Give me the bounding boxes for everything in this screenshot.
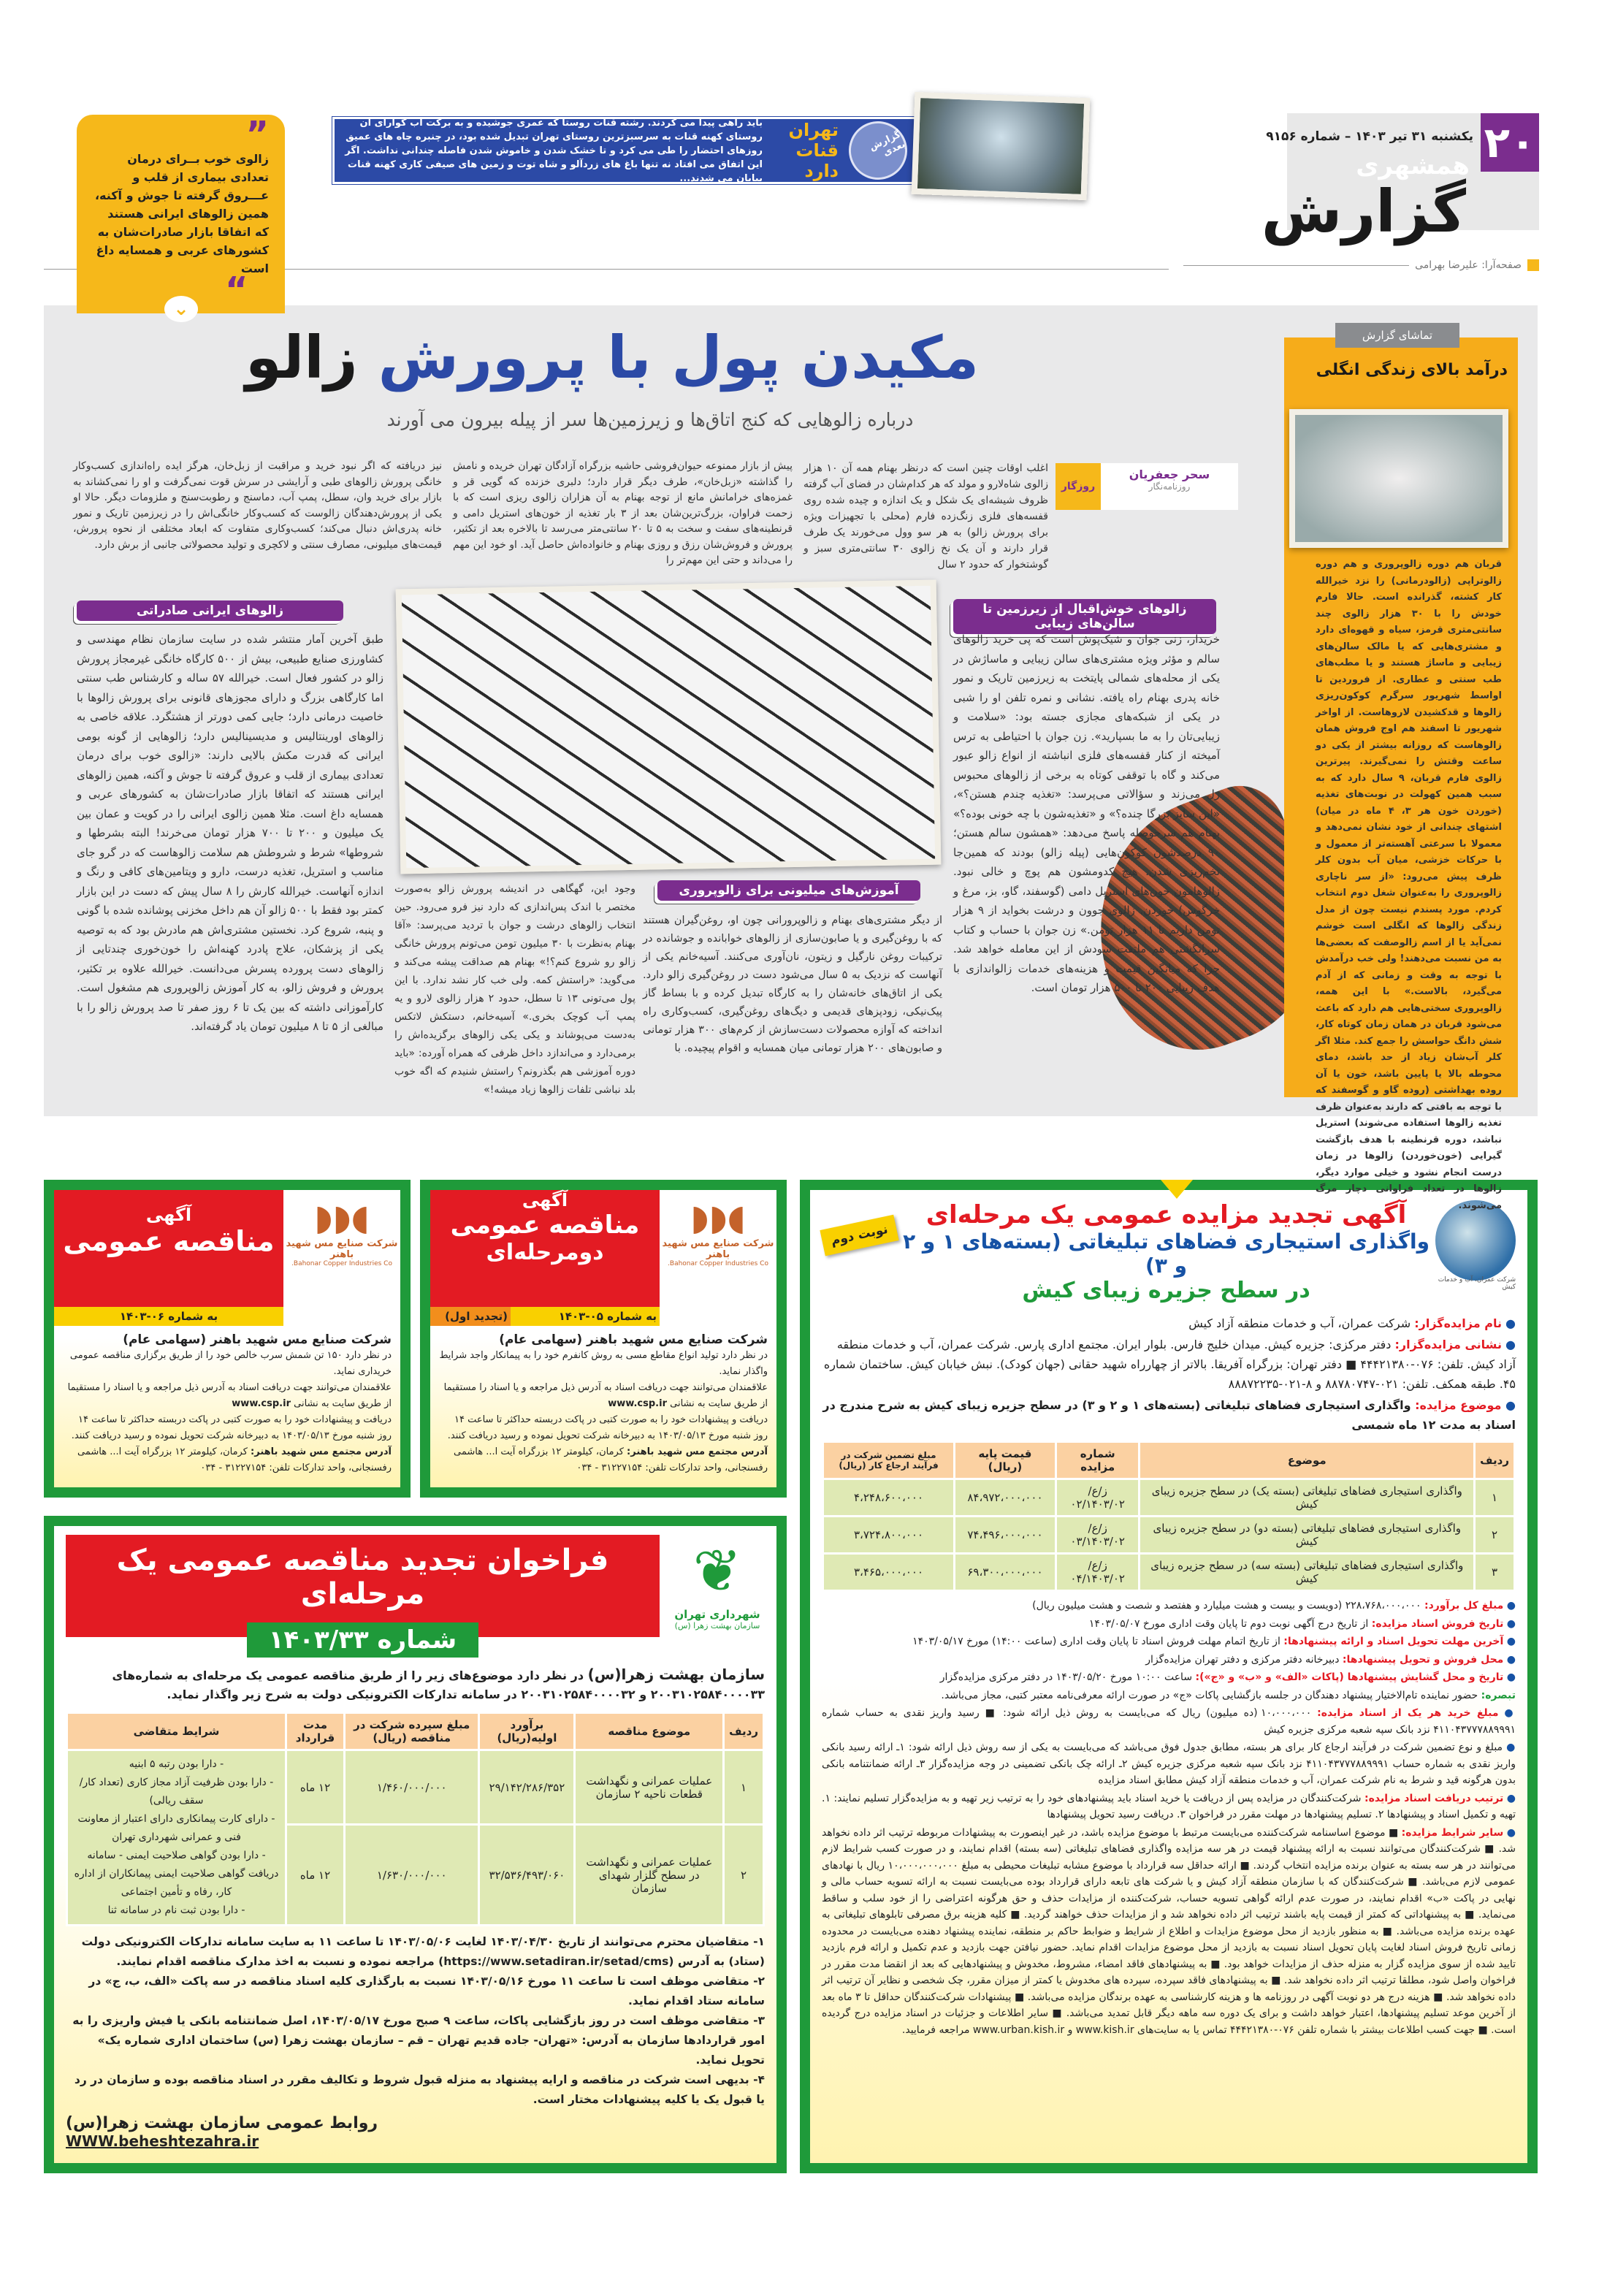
next-report-badge: گزارش بعدی [839,112,917,189]
ad-renewal: (تجدید اول) [430,1307,511,1326]
detail-text: از تاریخ اتمام مهلت فروش اسناد تا پایان وقت اداری (ساعت ۱۴:۰۰) مورخ ۱۴۰۳/۰۵/۱۷ [912,1636,1280,1647]
detail-label: محل فروش و تحویل پیشنهادها: [1342,1653,1504,1666]
bahonar-logo-icon: ◖◗◗ [314,1197,370,1238]
detail-text: ساعت ۱۰:۰۰ مورخ ۱۴۰۳/۰۵/۲۰ در دفتر مرکزی مزایده‌گزار [939,1671,1193,1683]
ad-body1: علاقمندان می‌توانند جهت دریافت اسناد به آدرس ذیل مراجعه و یا اسناد را مستقیما از طریق سایت به نشانی [443,1382,768,1409]
pull-quote [77,115,285,313]
logo-fa: شرکت صنایع مس شهید باهنر [286,1238,398,1260]
kish-item [822,1395,1516,1435]
kish-detail [822,1598,1516,1614]
ad-title-main: مناقصه عمومی [63,1225,275,1257]
ad-title-block [430,1190,660,1307]
layout-credit [1183,259,1539,271]
quote-close-icon: “ [225,270,248,310]
ad-desc: در نظر دارد تولید انواع مقاطع مسی به روش کانفرم خود را به پیمانکار واجد شرایط واگذار نماید. [439,1350,768,1377]
kish-detail [822,1705,1516,1738]
section-heading-beauty [953,599,1216,634]
note: ۳- متقاضی موظف است در روز بازگشایی پاکات، ساعت ۹ صبح مورخ ۱۴۰۳/۰۵/۱۷، اصل ضمانتنامه بانکی یا فیش واریزی را به امور قراردادها سازمان به آدرس: «تهران- جاده قدیم تهران – قم – سازمان بهشت زهرا (س) ساختمان اداری شماره یک» تحویل نماید. [72,2014,765,2067]
logo-line1: شهرداری تهران [674,1608,760,1621]
ad-body2: دریافت و پیشنهادات خود را به صورت کتبی در پاکت دربسته حداکثر تا ساعت ۱۴ روز شنبه مورخ ۱۴۰۳/۰۵/۱۳ به دبیرخانه شرکت تحویل نموده و رسید دریافت کنند. [71,1414,392,1441]
table-row [823,1517,1515,1554]
intro-col-2: پیش از بازار ممنوعه حیوان‌فروشی حاشیه بزرگراه آزادگان تهران خریده و نامش را گذاشته «زبل‌خان»، طرف دیگر قرار دارد؛ دلبری خزنده که گویی قر و غمزه‌های خرامانش مانع از توجه بهنام به آن هزاران زالوی ریزی است که با زحمت فراوان، بزرگ‌ترین‌شان بعد از ۳ بار تغذیه از خون‌های استریل دامی و قرنطینه‌های سفت و سخت به ۵ تا ۲۰ سانتی‌متر می‌رسد تا بالاخره بعد از تکثیر، پرورش و فروش‌شان رزق و روزی بهنام و خانواده‌اش حاصل آید. او خود این مهم را می‌داند و حتی این مهم‌تر را [453,460,793,566]
section-heading-text: زالوهای ایرانی صادراتی [77,600,343,621]
cell: ۳۲/۵۳۶/۴۹۳/۰۶۰ [479,1825,575,1926]
cell: ۴،۲۴۸،۶۰۰،۰۰۰ [823,1479,955,1517]
table-row [823,1479,1515,1517]
kish-item [822,1313,1516,1333]
cell: ۲۹/۱۴۲/۲۸۶/۳۵۲ [479,1750,575,1825]
ad-company: شرکت صنایع مس شهید باهنر (سهامی عام) [123,1332,392,1347]
tehran-municipality-logo [670,1535,765,1658]
item-label: نشانی مزایده‌گزار: [1394,1338,1502,1351]
col-header: موضوع مناقصه [575,1713,724,1750]
ad-addr-label: آدرس مجتمع مس شهید باهنر: [627,1446,768,1457]
ad-bahonar-two-stage [420,1180,787,1498]
col-header: مدت قرارداد [286,1713,345,1750]
ad-site-link[interactable]: www.csp.ir [232,1398,291,1409]
section-heading-text: زالوهای خوش‌اقبال از زیرزمین تا سالن‌های زیبایی [953,599,1216,634]
triangle-marker-icon [1161,1180,1193,1199]
page-number: ۲۰ [1481,113,1539,172]
kish-detail [822,1616,1516,1633]
section-training-cont: وجود این، گهگاهی در اندیشه پرورش زالو به‌صورت مختصر با اندک پس‌اندازی که دارد نیز فرو می‌رود. حین انتخاب زالوهای درشت و جوان با تردید می‌پرسد: «آقا بهنام به‌نظرت با ۳۰ میلیون تومن می‌تونم پرورش خانگی زالو رو شروع کنم؟!» بهنام هم صداقت پیشه می‌کند و می‌گوید: «راستش کمه. ولی خب کار نشد ندارد. با این پول می‌تونی ۱۳ تا سطل، حدود ۲ هزار زالوی لارو و یه پمپ آب کوچک بخری.» آسیه‌خانم، دستکش لاتکس به‌دست می‌پوشاند و یکی یکی زالوهای برگزیده‌اش را برمی‌دارد و می‌اندازد داخل ظرفی که همراه آورده: «باید دوره آموزشی هم بگذرونم؟ راستش شنیدم که اگه خوب بلد نباشی تلفات زالوها زیاد میشه!» [394,883,635,1096]
leech-on-hand-photo [1289,409,1508,548]
ad-behesht-zahra [44,1516,787,2173]
kish-item [822,1335,1516,1394]
cell: ۳ [1475,1554,1515,1591]
author-name: سحر جعفریان [1129,468,1210,481]
cell: ۸۴،۹۷۲،۰۰۰،۰۰۰ [955,1479,1056,1517]
table-header-row [67,1713,764,1750]
ad-addr-label: آدرس مجتمع مس شهید باهنر: [251,1446,392,1457]
col-header: مبلغ سپرده شرکت در مناقصه (ریال) [345,1713,479,1750]
section-training-text: از دیگر مشتری‌های بهنام و زالوپرورانی چون او، روغن‌گیران هستند که با روغن‌گیری و یا صابون‌سازی از زالوهای خوابانده و جوشانده در ترکیبات روغن نارگیل و زیتون، نان‌آوری می‌کنند. آسیه‌خانم یکی از آنهاست که نزدیک به ۵ سال می‌شود دست در روغن‌گیری زالو دارد. یکی از اتاق‌های خانه‌شان را به کارگاه تبدیل کرده و با بساط گاز پیک‌نیکی، زودپزهای قدیمی و دیگ‌های روغن‌گیری، کسب‌وکاری راه انداخته که آوازه محصولات دست‌سازش از کرم‌های ۳۰۰ هزار تومانی و صابون‌های ۲۰۰ هزار تومانی میان همسایه و اقوام پیچیده. با [643,915,942,1054]
detail-text: حضور نماینده تام‌الاختیار پیشنهاد دهندگان در جلسه بازگشایی پاکات «ج» در صورت ارائه معرفی‌نامه معتبر کتبی، مجاز می‌باشد. [941,1689,1478,1701]
section-heading-training [657,880,920,901]
section-beauty-text: خریدار، زنی جوان و شیک‌پوش است که پی خرید زالوهای سالم و مؤثر ویژه مشتری‌های سالن زیبایی و ماساژش در یکی از محله‌های شمالی پایتخت به زیرزمین تاریک و نمور خانه پدری بهنام راه یافته. نشانی و نمره تلفن او را شبی در یکی از شبکه‌های مجازی جسته بود: «سلامت و زیبایی‌تان را به ما بسپارید». زن جوان با احتیاطی به ترس آمیخته از کنار قفسه‌های فلزی انباشته از انواع زالو عبور می‌کند و گاه با توقفی کوتاه به برخی از زالوهای محبوس زل می‌زند و سؤالاتی می‌پرسد: «تغذیه چندم هستن؟»، «این سایز بزرگا چنده؟» و «تغذیه‌شون با چه خونی بوده؟» بهنام هم سرحوصله پاسخ می‌دهد: «همشون سالم هستن؛ ۹۰ درصدشون کوکون‌هایی (پیله زالو) بودند که همین‌جا تخم‌ریزی شدن. هیچ کدومشون هم پوچ و خالی نبود. زالوهامون خون‌های استریل دامی (گوسفند، گاو، بز، مرغ و خرگوش) خوردن. زالوی جوون و درشت بخواید از ۹ هزار تومن داریم تا ۱۱ هزار تومن.» زن جوان با حساب و کتاب سرانگشتی هم ملتفت سودش از این معامله خواهد شد. چرا که میانگین قیمت و هزینه‌های خدمات زالواندازی با هدف زیبایی ۲۰۰ تا ۵۰۰ هزار تومان است. [953,633,1220,994]
kish-detail [822,1633,1516,1650]
org-name: سازمان بهشت زهرا(س) [587,1666,765,1683]
condition: - دارا بودن رتبه ۵ ابنیه [129,1758,224,1770]
website-link[interactable]: WWW.beheshtezahra.ir [66,2132,259,2150]
col-header: ردیف [724,1713,764,1750]
quote-text: زالوی خوب بــرای درمان تعدادی بیماری از قلب و عـــروق گرفته تا جوش و آکنه، همین زالوهای ایرانی هستند که اتفاقا بازار صادرات‌شان به کشورهای عربی و همسایه داغ است [94,152,269,275]
ad-title2: واگذاری استیجاری فضاهای تبلیغاتی (بسته‌های ۱ و ۲ و ۳) [903,1229,1430,1278]
note: ۲- متقاضی موظف است تا ساعت ۱۱ مورخ ۱۴۰۳/۰۵/۱۶ نسبت به بارگذاری کلیه اسناد مناقصه در سه پاکت «الف، ب، ج» در سامانه ستاد اقدام نماید. [88,1975,765,2007]
title-black: زالو [245,324,358,392]
ad-title: فراخوان تجدید مناقصه عمومی یک مرحله‌ای [66,1535,660,1637]
ad-number: به شماره ۰۶-۱۴۰۳ [54,1307,283,1326]
ad-title-main: مناقصه عمومی [450,1210,640,1240]
detail-label: ترتیب دریافت اسناد مزایده: [1364,1792,1504,1804]
ad-title-sub: دومرحله‌ای [486,1240,604,1265]
auction-table [822,1441,1516,1592]
byline [1056,463,1238,510]
teaser-photo-hands-water [912,92,1091,200]
leeches-in-tray-photo [396,580,942,874]
next-report-teaser[interactable] [332,117,917,184]
detail-label: تاریخ فروش اسناد مزایده: [1371,1617,1504,1630]
condition: - دارا بودن گواهی صلاحیت ایمنی - سامانه دریافت گواهی صلاحیت ایمنی پیمانکاران از اداره کار، رفاه و تأمین اجتماعی [74,1850,279,1898]
ad-company: شرکت صنایع مس شهید باهنر (سهامی عام) [499,1332,768,1347]
ad-number: شماره ۱۴۰۳/۳۳ [247,1622,478,1658]
cell: واگذاری استیجاری فضاهای تبلیغاتی (بسته دو) در سطح جزیره زیبای کیش [1140,1517,1475,1554]
ad-bahonar-tender [44,1180,411,1498]
conditions-cell [67,1750,286,1926]
ad-title-top: آگهی [145,1205,192,1225]
cell: ۱۲ ماه [286,1750,345,1825]
signature: روابط عمومی سازمان بهشت زهرا(س) [66,2114,378,2132]
credit-marker-icon [1527,259,1539,271]
item-text: شرکت عمران، آب و خدمات منطقه آزاد کیش [1188,1316,1411,1330]
section-export-text: طبق آخرین آمار منتشر شده در سایت سازمان نظام مهندسی و کشاورزی صنایع طبیعی، بیش از ۵۰۰ کارگاه خانگی غیرمجاز پرورش زالو در کشور فعال است. خیرالله ۵۷ ساله و کارشناس طب سنتی اما کارگاهی بزرگ و دارای مجوزهای قانونی برای پرورش زالوها با خاصیت درمانی دارد؛ جایی کمی دورتر از هشتگرد. علاقه خاصی به زالوهای اورینتالیس و مدیسینالیس دارد؛ زالوهایی از گونه بومی ایرانی که قدرت مکش بالایی دارند: «زالوی خوب برای درمان تعدادی بیماری از قلب و عروق گرفته تا جوش و آکنه، همین زالوهای ایرانی هستند که اتفاقا بازار صادرات‌شان به کشورهای عربی و همسایه داغ است. مثلا همین زالوی ایرانی را در کویت و عمان بین یک میلیون و ۲۰۰ تا ۷۰۰ هزار تومان می‌خرند! البته بشرطها و شروطها» شرط و شروطش هم سلامت زالوهاست که در گرو جای مناسب و استریل، تغذیه درست، دارو و ویتامین‌های کافی و رنگ و اندازه آنهاست. خیرالله کارش را ۸ سال پیش که دست در این بازار کمتر بود فقط با ۵۰۰ زالو آن هم داخل مخزنی پوشانده شده با گونی و پنبه، شروع کرد. نخستین مشتری‌اش هم مادرش بود که به توصیه یکی از پزشکان، علاج پادرد کهنه‌اش را خون‌خوری چندتایی از زالوهای دست پرورده پسرش می‌دانست. خیرالله علاوه بر تکثیر، پرورش و فروش زالو، به کار آموزش زالوپروری هم مشغول است. کارآموزانی داشته که بین یک تا ۶ روز صفر تا صد پرورش زالو را با مبالغی از ۵ تا ۸ میلیون تومان یاد گرفته‌اند. [77,633,384,1033]
cell: ز/ع/۰۲/۱۴۰۳/۰۲ [1056,1479,1140,1517]
cell: ۶۹،۳۰۰،۰۰۰،۰۰۰ [955,1554,1056,1591]
ad-body2: دریافت و پیشنهادات خود را به صورت کتبی در پاکت دربسته حداکثر تا ساعت ۱۴ روز شنبه مورخ ۱۴۰۳/۰۵/۱۳ به دبیرخانه شرکت تحویل نموده و رسید دریافت کنند. [447,1414,768,1441]
detail-text: دبیرخانه دفتر مرکزی و دفتر تهران مزایده‌گزار [1145,1653,1340,1666]
kish-detail [822,1790,1516,1823]
teaser-text: باید راهی پیدا می کردند. رشته قنات روستا که عمری جوشیده و به برکت آب گوارای آن روستای کهنه قنات به سرسبزترین روستای تهران تبدیل شده بود، در چنبره چاه های عمیق روزهای احتضار را طی می کرد و تا خشک شدن و خاموش شدن فاصله چندانی نداشت. اگر این اتفاق می افتاد نه تنها باغ های زردآلو و شاه توت و زمین های صیفی کاری کهنه قنات بیابان می شدند... [345,117,763,184]
item-text: واگذاری استیجاری فضاهای تبلیغاتی (بسته‌های ۱ و ۲ و ۳) در سطح جزیره زیبای کیش به شرح مندرج در اسناد به مدت ۱۲ ماه شمسی [822,1398,1516,1432]
author-box [1101,463,1238,510]
sidebar-text: قربان هم دوره زالوپروری و هم دوره زالوتراپی (زالودرمانی) را نزد خیرالله کار کشته، گذرانده است. حالا فارم خودش را با ۳۰ هزار زالوی چند سانتی‌متری قرمز، سیاه و قهوه‌ای دارد و مشتری‌هایی که یا مالک سالن‌های زیبایی و ماساژ هستند و یا مطب‌های طب سنتی و عطاری. از فروردین تا اواسط شهریور سرگرم کوکون‌ریزی زالوها و قدکشیدن لاروهاست. از اواخر شهریور تا اسفند هم اوج فروش همان زالوهاست که روزانه بیشتر از یکی دو ساعت وقتش را نمی‌گیرند. پیرترین زالوی فارم قربان، ۹ سال دارد که به سبب همین کهولت در نوبت‌های تغذیه (خوردن خون هر ۳، ۴ ماه در میان) اشتهای چندانی از خود نشان نمی‌دهد و معمولا با سرعتی آهسته‌تر از معمول و با حرکات خزشی، میان آب بدون کلر ظرف پیش می‌رود: «از سر ناچاری زالوپروری را به‌عنوان شغل دوم انتخاب کردم. مورد پسندم نیست چون از مدل زندگی زالوها که انگلی است خوشم نمی‌آید یا از اسم زالوصفت که بعضی‌ها به من نسبت می‌دهند! ولی خب درآمدش با توجه به وقت و زمانی که از آدم می‌گیرد، بالاست.» با این همه، زالوپروری سختی‌هایی هم دارد که باعث می‌شود قربان در همان زمان کوتاه کار، شش دانگ حواسش را جمع کند. مثلا اگر کلر آب‌شان زیاد از حد باشد، دمای محوطه بالا یا پایین باشد، خون یا آن روده بهداشتی (روده گاو و گوسفند که با توجه به بافتی که دارند به‌عنوان ظرف تغذیه زالوها استفاده می‌شوند) استریل نباشد، دوره قرنطینه با هدف بازگشت گیرایی (خون‌خوردن) زالوها در زمان درست انجام نشود و خیلی موارد دیگر، زالوها در تعداد فراوانی دچار مرگ می‌شوند. [1316,559,1502,1211]
col-header: شرایط متقاضی [67,1713,286,1750]
detail-label: مبلغ کل برآورد: [1424,1600,1504,1612]
section-heading-export [77,600,343,621]
tulip-logo-icon: ❦ [692,1537,742,1605]
article-subtitle: درباره زالوهایی که کنج اتاق‌ها و زیرزمین‌ها سر از پیله بیرون می آورند [386,409,914,430]
title-blue: مکیدن پول با پرورش [378,324,979,392]
kish-detail [822,1669,1516,1686]
col-header: برآورد اولیه(ریال) [479,1713,575,1750]
condition: - دارا بودن ظرفیت آزاد مجاز کاری (تعداد کار/ سقف ریالی) [79,1777,274,1807]
author-role: روزنامه‌نگار [1148,481,1191,492]
cell: ۱ [724,1750,764,1825]
detail-label: آخرین مهلت تحویل اسناد و ارائه پیشنهادها: [1283,1636,1504,1647]
intro-col-3: نیز دریافته که اگر نبود خرید و مراقبت از زبل‌خان، هرگز ایده راه‌اندازی کسب‌وکار خانگی پرورش زالوهای طبی و آرایشی در سرش قوت نمی‌گرفت و او را نمی‌کشاند به بازار برای خرید وان، سطل، پمپ آب، دماسنج و رطوبت‌سنج و ملزومات دیگر. حالا او یکی از پرورش‌دهندگان زالوست که کسب‌وکار خانگی‌اش را در زیرزمین تاریک و نمور خانه پدری‌اش دنبال می‌کند؛ کسب‌وکاری متفاوت که ابعاد مختلفی از نحوه پرورش، قیمت‌های میلیونی، مصارف سنتی و لاکچری و تولید محصولاتی جانبی از برش دارد. [73,460,442,551]
cell: ۲ [724,1825,764,1926]
note: ۱- متقاضیان محترم می‌توانند از تاریخ ۱۴۰۳/۰۴/۳۰ لغایت ۱۴۰۳/۰۵/۰۶ تا ساعت ۱۱ به سایت سامانه تدارکات الکترونیکی دولت (ستاد) به آدرس (https://www.setadiran.ir/setad/cms) مراجعه نموده و نسبت به اخذ مدارک مناقصه اقدام نمایند. [81,1935,765,1968]
sidebar-title: درآمد بالای زندگی انگلی [1316,361,1508,379]
kish-note [822,1687,1516,1704]
divider [1183,265,1409,266]
detail-label: تبصره: [1481,1689,1516,1701]
masthead [1261,113,1539,245]
paper-logo: همشهری [1356,151,1470,180]
logo-en: Bahonar Copper Industries Co. [668,1260,768,1267]
ad-kish-auction [800,1180,1538,2173]
col-header: ردیف [1475,1442,1515,1479]
chevron-down-icon: ⌄ [164,296,198,322]
cell: واگذاری استیجاری فضاهای تبلیغاتی (بسته سه) در سطح جزیره زیبای کیش [1140,1554,1475,1591]
ad-body1: علاقمندان می‌توانند جهت دریافت اسناد به آدرس ذیل مراجعه و یا اسناد را مستقیما از طریق سایت به نشانی [67,1382,392,1409]
table-header-row [823,1442,1515,1479]
ad-site-link[interactable]: www.csp.ir [608,1398,667,1409]
kish-detail [822,1739,1516,1789]
detail-text: مبلغ و نوع تضمین شرکت در فرآیند ارجاع کار برای هر بسته، مطابق جدول فوق می‌باشد که می‌بایست به یکی از سه روش ذیل ارائه شود: ۱ـ ارائه رسید بانکی واریز نقدی به شماره حساب ۴۱۱۰۴۳۷۷۷۸۸۹۹۹۱ نزد بانک سپه شعبه مرکزی جزیره کیش ۲ـ ارائه چک بانکی تضمینی در وجه مزایده‌گزار ۳ـ ارائه ضمانتنامه بانکی بدون هرگونه قید و شرط به نام شرکت عمران، آب و خدمات منطقه آزاد کیش مطابق اسناد مزایده [822,1742,1516,1786]
quote-open-icon: ” [245,114,269,155]
detail-label: سایر شرایط مزایده: [1401,1826,1504,1839]
ad-title-block [54,1190,283,1307]
cell: عملیات عمرانی و نگهداشت قطعات ناحیه ۲ سازمان [575,1750,724,1825]
ad-addr: کرمان، کیلومتر ۱۲ بزرگراه آیت ا... هاشمی رفسنجانی، واحد تدارکات تلفن: ۳۱۲۲۷۱۵۴ - ۰۳۴ [77,1446,392,1473]
cell: ۲ [1475,1517,1515,1554]
cell: ۳،۷۲۴،۸۰۰،۰۰۰ [823,1517,955,1554]
bahonar-logo-icon: ◖◗◗ [690,1197,746,1238]
section-title: گزارش [1261,178,1466,245]
col-header: موضوع [1140,1442,1475,1479]
teaser-title: تهران قنات دارد [788,120,839,181]
ad-intro: در نظر دارد موضوع‌های زیر را از طریق مناقصه عمومی یک مرحله‌ای به شماره‌های ۲۰۰۳۱۰۲۵۸۴۰۰۰۰۳۳ و ۲۰۰۳۱۰۲۵۸۴۰۰۰۰۳۲ در سامانه تدارکات الکترونیکی دولت به شرح زیر واگذار نماید. [112,1668,765,1701]
condition: - دارا بودن ثبت نام در سامانه ثنا [107,1904,245,1916]
logo-line2: سازمان بهشت زهرا (س) [674,1621,760,1631]
detail-text: از تاریخ درج آگهی نوبت دوم تا پایان وقت اداری مورخ ۱۴۰۳/۰۵/۰۷ [1088,1617,1369,1630]
ad-title1: آگهی تجدید مزایده عمومی یک مرحله‌ای [925,1200,1407,1229]
cell: ۱۲ ماه [286,1825,345,1926]
kish-detail [822,1825,1516,2039]
detail-label: مبلغ خرید هر یک از اسناد مزایده: [1317,1707,1499,1719]
condition: - دارای کارت پیمانکاری دارای اعتبار از معاونت فنی و عمرانی شهرداری تهران [77,1813,275,1843]
kicker: روزگار [1056,463,1101,510]
cell: ۱ [1475,1479,1515,1517]
bahonar-logo [660,1190,776,1307]
logo-en: Bahonar Copper Industries Co. [291,1260,392,1267]
col-header: شماره مزایده [1056,1442,1140,1479]
item-text: دفتر مرکزی: جزیره کیش. میدان خلیج فارس. بلوار ایران. مجتمع اداری پارس. شرکت عمران، آب و خدمات منطقه آزاد کیش. تلفن: ۰۷۶-۴۴۴۲۱۳۸۰ ■ دفتر تهران: بزرگراه آفریقا. بالاتر از چهارراه شهید حقانی (جهان کودک). نبش خیابان کیش. ساختمان شماره ۴۵. طبقه همکف. تلفن: ۰۲۱-۸۸۷۸۰۷۴۷ و ۸-۰۲۱-۸۸۸۷۲۲۳۵ [823,1338,1516,1391]
cell: عملیات عمرانی و نگهداشت در سطح گلزار شهدای سازمان [575,1825,724,1926]
issue-date: یکشنبه ۳۱ تیر ۱۴۰۳ – شماره ۹۱۵۶ [1266,129,1473,144]
cell: ۷۴،۴۹۶،۰۰۰،۰۰۰ [955,1517,1056,1554]
ad-title3: در سطح جزیره زیبای کیش [1022,1278,1310,1303]
detail-label: تاریخ و محل گشایش پیشنهادها (پاکات «الف» و «ب» و «ج»): [1195,1671,1504,1683]
note: ۴- بدیهی است شرکت در مناقصه و ارایه پیشنهاد به منزله قبول شروط و تکالیف مقرر در اسناد مناقصه بوده و سازمان در رد یا قبول یک یا کلیه پیشنهادات مختار است. [74,2073,765,2106]
ad-number: به شماره ۰۵-۱۴۰۳ [511,1307,660,1326]
sidebar-tab: تماشای گزارش [1335,323,1459,348]
table-row [823,1554,1515,1591]
credit-text: صفحه‌آرا: علیرضا بهرامی [1415,259,1522,271]
col-header: مبلغ تضمین شرکت در فرآیند ارجاع کار (ریال) [823,1442,955,1479]
tender-table [66,1712,765,1926]
kish-logo-text: شرکت عمران، آب و خدمات کیش [1438,1276,1516,1291]
col-header: قیمت پایه (ریال) [955,1442,1056,1479]
ad-desc: در نظر دارد ۱۵۰ تن شمش سرب خالص خود را از طریق برگزاری مناقصه عمومی خریداری نماید. [69,1350,392,1377]
detail-text: ۲۲۸،۷۶۸،۰۰۰،۰۰۰ (دویست و بیست و هشت میلیارد و هفتصد و شصت و هشت میلیون ریال) [1032,1600,1421,1612]
kish-detail [822,1652,1516,1668]
detail-text: ■ موضوع اساسنامه شرکت‌کننده می‌بایست مرتبط با موضوع مزایده باشد، در غیر اینصورت به پیشنهادات مربوطه ترتیب اثر داده نخواهد شد. ■ شرکت‌کنندگان می‌توانند نسبت به ارائه پیشنهاد قیمت در هر سه مزایده واگذاری فضاهای تبلیغاتی (سه بسته) اقدام نمایند، و در صورت کسب شرایط لازم می‌توانند در هر سه بسته به عنوان برنده مزایده انتخاب گردند. ■ ارائه حداقل سه قرارداد با موضوع مشابه تبلیغات محیطی به مبلغ ۱۰،۰۰۰،۰۰۰،۰۰۰ ریال با نهادهای عمومی لازم می‌باشد. ■ شرکت‌کنندگان که با سازمان منطقه آزاد کیش و یا شرکت های تابعه دارای قرارداد بوده می‌بایست نسبت به ارائه تسویه حساب مالی و نهایی در پاکت «ب» اقدام نمایند، در صورت عدم ارائه گواهی تسویه حساب، شرکت‌کننده از مزایدات حذف و حق هرگونه اعتراضی را از خود سلب و ساقط می‌نماید. ■ به پیشنهاداتی که کمتر از قیمت پایه باشند ترتیب اثر داده نخواهد شد و از مزایدات حذف خواهند گردید. ■ کلیه هزینه برق مصرفی تابلوهای تبلیغاتی به عهده برنده مزایده می‌باشد. ■ به منظور بازدید از محل موضوع مزایدات و اطلاع از شرایط و ضوابط حاکم بر منطقه، نماینده پیشنهاد دهنده می‌بایست در محدوده زمانی تاریخ فروش اسناد لغایت پایان تحویل اسناد نسبت به بازدید از محل موضوع مزایدات اقدام نماید. حضور نیافتن جهت بازدید و عدم تکمیل و ارائه فرم بازدید تایید شده از سوی مزایده گزار به منزله حذف از مزایدات خواهد بود. ■ به پیشنهادهای فاقد امضاء، مشروط، مخدوش و پیشنهادهایی که بعد از انقضا مدت مقرر در فراخوان واصل شود، مطلقا ترتیب اثر داده نخواهد شد. ■ به پیشنهادهای فاقد سپرده، سپرده های مخدوش یا کمتر از میزان مقرر، چک شخصی و نظایر آن ترتیب اثر داده نخواهد شد. ■ هزینه درج هر دو نوبت آگهی در روزنامه ها و هزینه کارشناسی به عهده برندگان مزایده می‌باشد. ■ پیشنهادات شرکت‌کنندگان حداقل تا ۳ ماه بعد از آخرین موعد تسلیم پیشنهادها، اعتبار خواهد داشت و برای یک دوره سه ماهه دیگر قابل تمدید می‌باشد. ■ سایر اطلاعات و جزئیات در اسناد مزایده درج گردیده است. ■ جهت کسب اطلاعات بیشتر با شماره تلفن ۰۷۶-۴۴۴۲۱۳۸۰ تماس یا به سایت‌های www.kish.ir و www.urban.kish.ir مراجعه فرمایید. [822,1826,1516,2036]
section-heading-text: آموزش‌های میلیونی برای زالوپروری [657,880,920,901]
intro-col-1: اغلب اوقات چنین است که درنظر بهنام همه آن ۱۰ هزار زالوی شاه‌لارو و مولد که هر کدام‌شان در فضای آب گرفته ظروف شیشه‌ای یک شکل و یک اندازه و چیده شده روی قفسه‌های فلزی زنگ‌زده فارم (محلی با تجهیزات ویژه برای پرورش زالو) به هر سو وول می‌خورند یک طرف قرار دارند و آن یک نخ زالوی ۳۰ سانتی‌متری سبز و گوشتخوار که حدود ۲ سال [804,462,1049,571]
round-badge: نوبت دوم [820,1215,898,1256]
item-label: موضوع مزایده: [1415,1398,1502,1412]
cell: ۱/۴۶۰/۰۰۰/۰۰۰ [345,1750,479,1825]
ad-title-top: آگهی [522,1190,568,1210]
logo-fa: شرکت صنایع مس شهید باهنر [662,1238,774,1260]
table-row [67,1750,764,1825]
cell: ز/ع/۰۳/۱۴۰۳/۰۲ [1056,1517,1140,1554]
item-label: نام مزایده‌گزار: [1414,1316,1502,1330]
cell: ۳،۴۶۵،۰۰۰،۰۰۰ [823,1554,955,1591]
cell: واگذاری استیجاری فضاهای تبلیغاتی (بسته یک) در سطح جزیره زیبای کیش [1140,1479,1475,1517]
ad-addr: کرمان، کیلومتر ۱۲ بزرگراه آیت ا... هاشمی رفسنجانی، واحد تدارکات تلفن: ۳۱۲۲۷۱۵۴ - ۰۳۴ [454,1446,768,1473]
article-title [245,321,979,394]
detail-text: شرکت‌کنندگان در مزایده پس از دریافت یا خرید اسناد باید پیشنهادهای خود را به ترتیب زیر تهیه و به مزایده‌گزار تسلیم نمایند: ۱. تهیه و تکمیل اسناد و پیشنهادها ۲. تسلیم پیشنهادها در مهلت مقرر در فراخوان ۳. دریافت رسید تحویل پیشنهادها [822,1792,1516,1820]
detail-text: ۱۰،۰۰۰،۰۰۰ (ده میلیون) ریال که می‌بایست به روش ذیل ارائه شود: ■ رسید واریز نقدی به حساب شماره ۴۱۱۰۴۳۷۷۷۸۸۹۹۹۱ نزد بانک سپه شعبه مرکزی جزیره کیش [822,1707,1516,1736]
cell: ۱/۶۳۰/۰۰۰/۰۰۰ [345,1825,479,1926]
cell: ز/ع/۰۴/۱۴۰۳/۰۲ [1056,1554,1140,1591]
bahonar-logo [283,1190,400,1307]
